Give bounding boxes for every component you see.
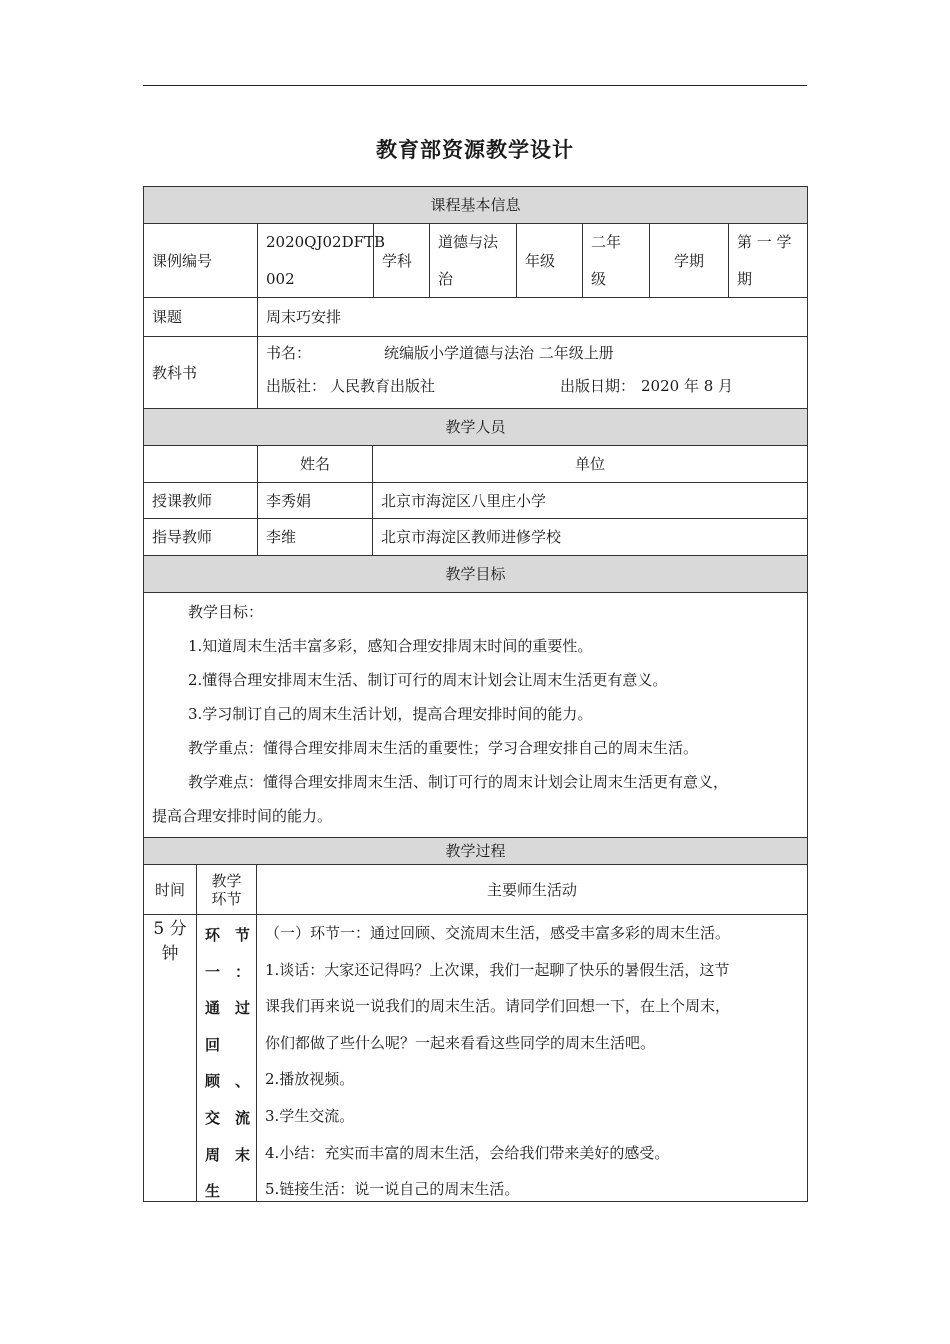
process-stage-line: 顾 、 xyxy=(205,1072,250,1091)
book-name-label: 书名： xyxy=(266,344,312,362)
value-code xyxy=(257,223,386,298)
value-topic: 周末巧安排 xyxy=(257,297,808,337)
process-stage-line: 周 末 xyxy=(205,1145,250,1164)
goal-item: 2.懂得合理安排周末生活、制订可行的周末计划会让周末生活更有意义。 xyxy=(188,671,668,689)
process-stage-line: 通 过 xyxy=(205,999,250,1018)
staff-name: 李维 xyxy=(257,518,373,556)
activity-line: 4.小结：充实而丰富的周末生活，会给我们带来美好的感受。 xyxy=(265,1143,670,1162)
pubdate: 2020 年 8 月 xyxy=(641,377,734,395)
value-term xyxy=(728,223,808,298)
process-stage-line: 回 xyxy=(205,1035,221,1054)
value-textbook xyxy=(257,336,808,409)
process-time-line2: 钟 xyxy=(161,944,179,964)
staff-header-empty xyxy=(143,445,258,483)
pubdate-label: 出版日期： xyxy=(560,377,636,395)
process-stage-line: 环 节 xyxy=(205,926,250,944)
section-basic-info: 课程基本信息 xyxy=(143,186,808,224)
value-code-line1: 2020QJ02DFTB xyxy=(266,233,386,251)
process-activity xyxy=(256,914,808,1202)
activity-line: 你们都做了些什么呢？一起来看看这些同学的周末生活吧。 xyxy=(265,1033,656,1052)
label-subject: 学科 xyxy=(373,223,430,298)
goals-key-point: 教学重点：懂得合理安排周末生活的重要性；学习合理安排自己的周末生活。 xyxy=(188,739,699,757)
goals-difficulty: 教学难点：懂得合理安排周末生活、制订可行的周末计划会让周末生活更有意义， xyxy=(188,773,729,791)
staff-unit: 北京市海淀区教师进修学校 xyxy=(372,518,808,556)
value-subject xyxy=(429,223,517,298)
label-term: 学期 xyxy=(649,223,729,298)
goal-item: 1.知道周末生活丰富多彩，感知合理安排周末时间的重要性。 xyxy=(188,637,593,655)
label-textbook: 教科书 xyxy=(143,336,258,409)
staff-role: 授课教师 xyxy=(143,482,258,519)
activity-line: 课我们再来说一说我们的周末生活。请同学们回想一下，在上个周末， xyxy=(265,997,731,1016)
process-col-stage-line1: 教学 xyxy=(211,871,242,890)
value-term-line1: 第 一 学 xyxy=(737,233,792,251)
process-time-line1: 5 分 xyxy=(153,919,187,939)
section-staff: 教学人员 xyxy=(143,408,808,446)
page-title: 教育部资源教学设计 xyxy=(376,137,574,162)
value-grade-line2: 级 xyxy=(591,270,607,288)
activity-line: 5.链接生活：说一说自己的周末生活。 xyxy=(265,1180,520,1199)
label-topic: 课题 xyxy=(143,297,258,337)
value-subject-line1: 道德与法 xyxy=(438,233,499,251)
value-subject-line2: 治 xyxy=(438,270,454,288)
process-col-stage-line2: 环节 xyxy=(211,889,242,908)
process-stage xyxy=(196,914,257,1202)
publisher: 人民教育出版社 xyxy=(330,377,436,395)
staff-unit: 北京市海淀区八里庄小学 xyxy=(372,482,808,519)
publisher-label: 出版社： xyxy=(266,377,327,395)
process-stage-line: 一 ： xyxy=(205,962,250,981)
value-code-line2: 002 xyxy=(266,270,295,288)
activity-line: 2.播放视频。 xyxy=(265,1070,355,1089)
goals-body xyxy=(143,592,808,838)
staff-role: 指导教师 xyxy=(143,518,258,556)
process-col-time: 时间 xyxy=(143,864,197,915)
section-process: 教学过程 xyxy=(143,837,808,865)
goals-difficulty-cont: 提高合理安排时间的能力。 xyxy=(152,807,333,825)
label-grade: 年级 xyxy=(516,223,583,298)
book-name: 统编版小学道德与法治 二年级上册 xyxy=(384,344,614,362)
label-code: 课例编号 xyxy=(143,223,258,298)
staff-col-unit: 单位 xyxy=(372,445,808,483)
process-col-stage xyxy=(196,864,257,915)
process-stage-line: 生 xyxy=(205,1182,221,1201)
goals-heading: 教学目标： xyxy=(188,603,264,621)
goal-item: 3.学习制订自己的周末生活计划，提高合理安排时间的能力。 xyxy=(188,705,593,723)
section-goals: 教学目标 xyxy=(143,555,808,593)
activity-line: 3.学生交流。 xyxy=(265,1106,355,1125)
process-stage-line: 交 流 xyxy=(205,1108,250,1127)
staff-name: 李秀娟 xyxy=(257,482,373,519)
header-rule xyxy=(143,85,807,86)
value-grade-line1: 二年 xyxy=(591,233,622,251)
activity-line: 1.谈话：大家还记得吗？上次课，我们一起聊了快乐的暑假生活，这节 xyxy=(265,960,730,979)
process-time xyxy=(143,914,197,1202)
value-term-line2: 期 xyxy=(737,270,753,288)
activity-line: （一）环节一：通过回顾、交流周末生活，感受丰富多彩的周末生活。 xyxy=(265,924,731,942)
process-col-activity: 主要师生活动 xyxy=(256,864,808,915)
value-grade xyxy=(582,223,650,298)
staff-col-name: 姓名 xyxy=(257,445,373,483)
